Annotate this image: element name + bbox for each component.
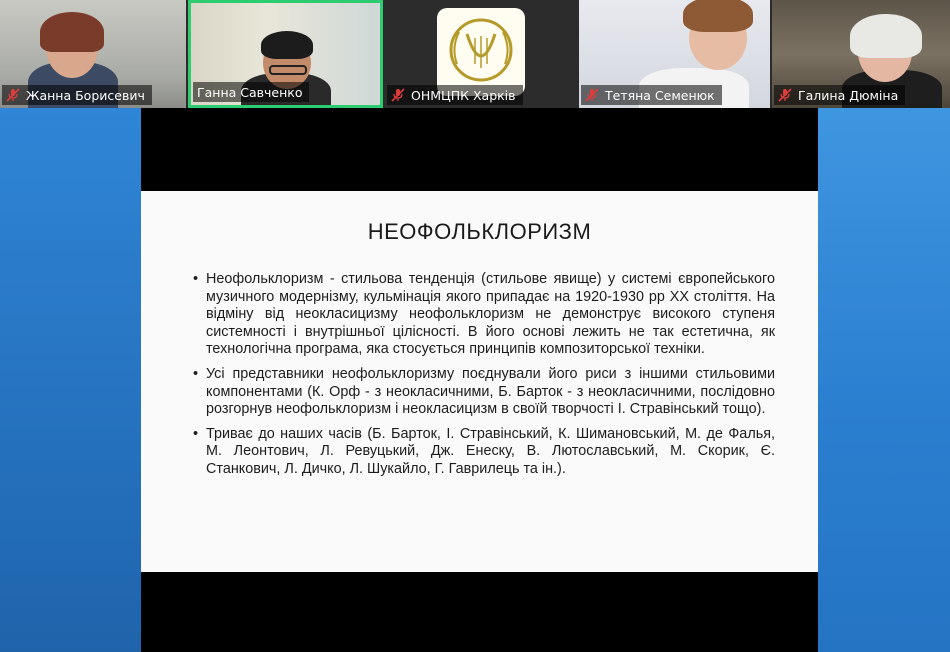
participant-name: Галина Дюміна xyxy=(798,87,899,103)
slide-bullet: • Неофольклоризм - стильова тенденція (стильове явище) у системі європейського музичного модернізму, кульмінація якого припадає на 1920-1930 рр ХХ століття. На відміну від неокласицизму неофольклоризм не демонструє високого ступеня системності і внутрішньої цілісності. В його основі лежить не так естетична, як технологічна програма, яка стосується принципів композиторської техніки. xyxy=(193,271,775,359)
participant-name-tag xyxy=(581,85,722,105)
participant-tile-3[interactable] xyxy=(385,0,577,108)
slide-title: НЕОФОЛЬКЛОРИЗМ xyxy=(367,219,592,244)
participant-hair xyxy=(40,12,104,52)
mic-muted-icon xyxy=(391,88,405,102)
participant-tile-4[interactable] xyxy=(579,0,770,108)
participant-name-tag xyxy=(193,82,309,102)
lyre-emblem-logo xyxy=(437,8,525,96)
desktop-background-right xyxy=(818,108,950,652)
mic-muted-icon xyxy=(778,88,792,102)
participant-tile-5[interactable] xyxy=(772,0,950,108)
slide-bullet: • Триває до наших часів (Б. Барток, І. Стравінський, К. Шимановський, М. де Фалья, М. Леонтович, Л. Ревуцький, Дж. Енеску, В. Лютославський, М. Скорик, Є. Станкович, Л. Дичко, Л. Шукайло, Г. Гаврилець та ін.). xyxy=(193,426,775,479)
participant-name: Ганна Савченко xyxy=(197,84,303,100)
participant-name: Тетяна Семенюк xyxy=(605,87,715,103)
participant-tile-2[interactable] xyxy=(188,0,383,108)
mic-muted-icon xyxy=(585,88,599,102)
desktop-background-left xyxy=(0,108,141,652)
participant-name-tag xyxy=(774,85,905,105)
participant-name: Жанна Борисевич xyxy=(26,87,145,103)
participant-tile-1[interactable] xyxy=(0,0,186,108)
participant-hair xyxy=(850,14,922,58)
slide-bullet: • Усі представники неофольклоризму поєднували його риси з іншими стильовими компонентами (К. Орф - з неокласичними, Б. Барток - з неокласичними, послідовно розгорнув неофольклоризм і неокласицизм в своїй творчості І. Стравінський тощо). xyxy=(193,366,775,419)
participant-hair xyxy=(683,0,753,32)
participant-name: ОНМЦПК Харків xyxy=(411,87,516,103)
participant-name-tag xyxy=(2,85,152,105)
participant-hair xyxy=(261,31,313,59)
mic-muted-icon xyxy=(6,88,20,102)
slide-bullet-list xyxy=(193,271,775,486)
participant-name-tag xyxy=(387,85,523,105)
glasses-icon xyxy=(269,65,307,75)
participant-strip xyxy=(0,0,950,108)
presentation-slide xyxy=(141,191,818,572)
